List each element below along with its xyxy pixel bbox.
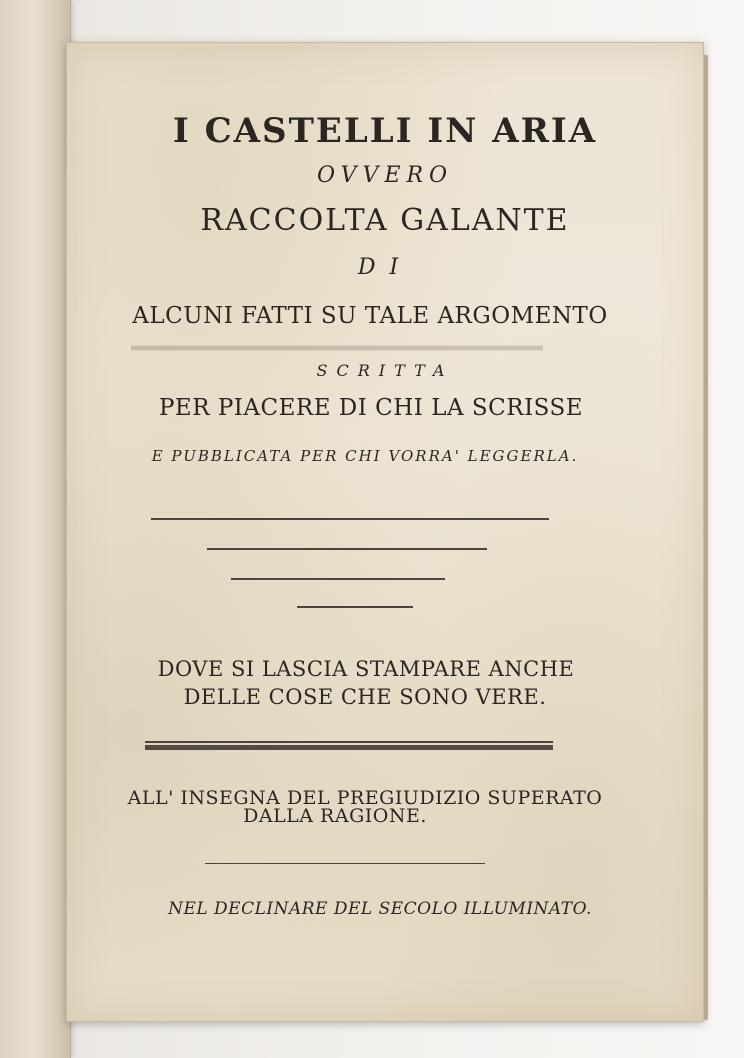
rule-5 [205,863,485,864]
subtitle: RACCOLTA GALANTE [200,203,570,238]
rule-1 [151,518,549,520]
subject-line: ALCUNI FATTI SU TALE ARGOMENTO [132,303,608,329]
scritta-line: SCRITTA [316,361,454,380]
ornamental-rule [131,345,543,351]
author-line: PER PIACERE DI CHI LA SCRISSE [158,395,584,421]
date-line: NEL DECLINARE DEL SECOLO ILLUMINATO. [168,899,592,919]
imprint-line-2: DALLA RAGIONE. [243,805,427,827]
rule-3 [231,578,445,580]
motto-line-1: DOVE SI LASCIA STAMPARE ANCHE [157,657,575,681]
publication-line: E PUBBLICATA PER CHI VORRA' LEGGERLA. [151,447,579,465]
ovvero-line: OVVERO [316,163,454,188]
motto-line-2: DELLE COSE CHE SONO VERE. [183,685,547,709]
rule-4 [297,606,413,608]
di-line: DI [357,255,413,280]
main-title: I CASTELLI IN ARIA [172,111,598,151]
double-rule [145,741,553,750]
imprint-line-1: ALL' INSEGNA DEL PREGIUDIZIO SUPERATO [127,787,603,809]
rule-2 [207,548,487,550]
title-page [66,42,704,1022]
